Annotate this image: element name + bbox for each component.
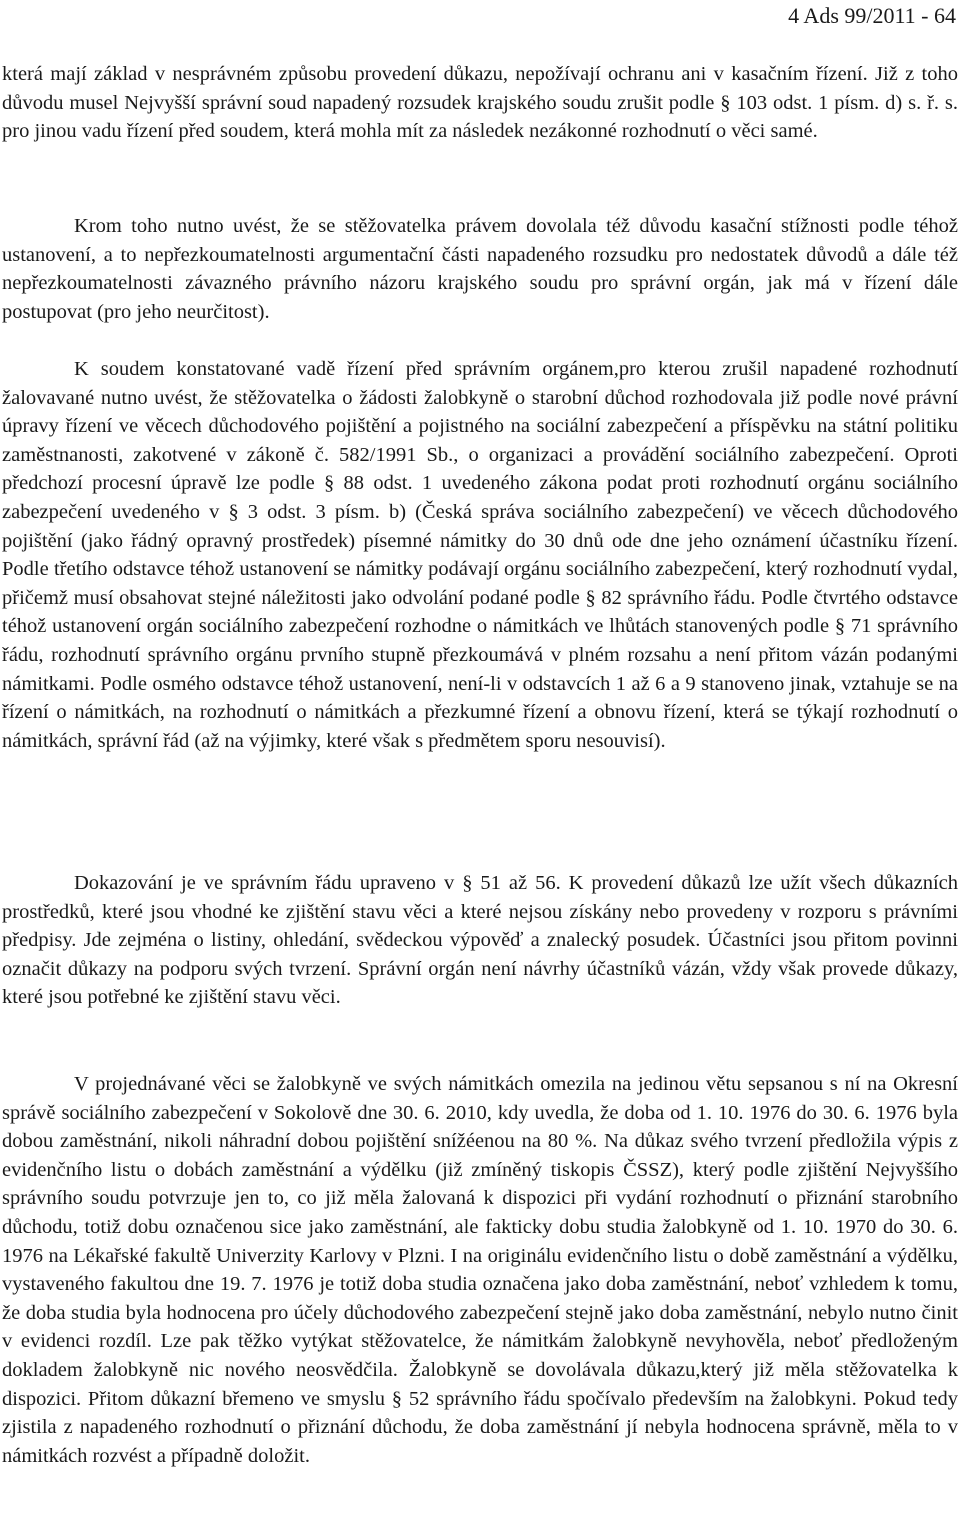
paragraph-review-grounds: Krom toho nutno uvést, že se stěžovatelka právem dovolala též důvodu kasační stížnosti podle téhož ustanovení, a to nepřezkoumatelnosti argumentační části napadeného rozsudku pro nedostatek důvodů a dále též nepřezkoumatelnosti závazného právního názoru krajského soudu pro správní orgán, jak má v řízení dále postupovat (pro jeho neurčitost).	[2, 215, 958, 323]
paragraph-continuation: která mají základ v nesprávném způsobu provedení důkazu, nepožívají ochranu ani v kasačním řízení. Již z toho důvodu musel Nejvyšší správní soud napadený rozsudek krajského soudu zrušit podle § 103 odst. 1 písm. d) s. ř. s. pro jinou vadu řízení před soudem, která mohla mít za následek nezákonné rozhodnutí o věci samé.	[2, 63, 958, 143]
paragraph-case-facts: V projednávané věci se žalobkyně ve svých námitkách omezila na jedinou větu sepsanou s ní na Okresní správě sociálního zabezpečení v Sokolově dne 30. 6. 2010, kdy uvedla, že doba od 1. 10. 1976 do 30. 6. 1976 byla dobou zaměstnání, nikoli náhradní dobou pojištění snížéenou na 80 %. Na důkaz svého tvrzení předložila výpis z evidenčního listu o dobách zaměstnání a výdělku (již zmíněný tiskopis ČSSZ), který podle zjištění Nejvyššího správního soudu potvrzuje jen to, co již měla žalovaná k dispozici při vydání rozhodnutí o přiznání starobního důchodu, totiž dobu označenou sice jako zaměstnání, ale fakticky dobu studia žalobkyně od 1. 10. 1970 do 30. 6. 1976 na Lékařské fakultě Univerzity Karlovy v Plzni. I na originálu evidenčního listu o době zaměstnání a výdělku, vystaveného fakultou dne 19. 7. 1976 je totiž doba studia označena jako doba zaměstnání, neboť vzhledem k tomu, že doba studia byla hodnocena pro účely důchodového zabezpečení stejně jako doba zaměstnání, nebylo nutno činit v evidenci rozdíl. Lze pak těžko vytýkat stěžovatelce, že námitkám žalobkyně nevyhověla, neboť předloženým dokladem žalobkyně nic nového neosvědčila. Žalobkyně se dovolávala důkazu,který již měla stěžovatelka k dispozici. Přitom důkazní břemeno ve smyslu § 52 správního řádu spočívalo především na žalobkyni. Pokud tedy zjistila z napadeného rozhodnutí o přiznání důchodu, že doba zaměstnání jí nebyla hodnocena správně, měla to v námitkách rozvést a případně doložit.	[2, 1073, 958, 1467]
case-number-header: 4 Ads 99/2011 - 64	[788, 3, 956, 28]
paragraph-procedural-defect: K soudem konstatované vadě řízení před správním orgánem,pro kterou zrušil napadené rozhodnutí žalovavané nutno uvést, že stěžovatelka o žádosti žalobkyně o starobní důchod rozhodovala již podle nové právní úpravy řízení ve věcech důchodového pojištění a pojistného na sociální zabezpečení a příspěvku na státní politiku zaměstnanosti, zakotvené v zákoně č. 582/1991 Sb., o organizaci a provádění sociálního zabezpečení. Oproti předchozí procesní úpravě lze podle § 88 odst. 1 uvedeného zákona podat proti rozhodnutí orgánu sociálního zabezpečení uvedeného v § 3 odst. 3 písm. b) (Česká správa sociálního zabezpečení) ve věcech důchodového pojištění (jako řádný opravný prostředek) písemné námitky do 30 dnů ode dne jeho oznámení účastníku řízení. Podle třetího odstavce téhož ustanovení se námitky podávají orgánu sociálního zabezpečení, který rozhodnutí vydal, přičemž musí obsahovat stejné náležitosti jako odvolání podané podle § 82 správního řádu. Podle čtvrtého odstavce téhož ustanovení orgán sociálního zabezpečení rozhodne o námitkách ve lhůtách stanovených podle § 71 správního řádu, rozhodnutí správního orgánu prvního stupně přezkoumává v plném rozsahu a není přitom vázán podanými námitkami. Podle osmého odstavce téhož ustanovení, není-li v odstavcích 1 až 6 a 9 stanoveno jinak, vztahuje se na řízení o námitkách, na rozhodnutí o námitkách a přezkumné řízení a obnovu řízení, která se týkají rozhodnutí o námitkách, správní řád (až na výjimky, které však s předmětem sporu nesouvisí).	[2, 358, 958, 752]
paragraph-evidence: Dokazování je ve správním řádu upraveno v § 51 až 56. K provedení důkazů lze užít všech důkazních prostředků, které jsou vhodné ke zjištění stavu věci a které nejsou získány nebo provedeny v rozporu s právními předpisy. Jde zejména o listiny, ohledání, svědeckou výpověď a znalecký posudek. Účastníci jsou přitom povinni označit důkazy na podporu svých tvrzení. Správní orgán není návrhy účastníků vázán, vždy však provede důkazy, které jsou potřebné ke zjištění stavu věci.	[2, 872, 958, 1009]
